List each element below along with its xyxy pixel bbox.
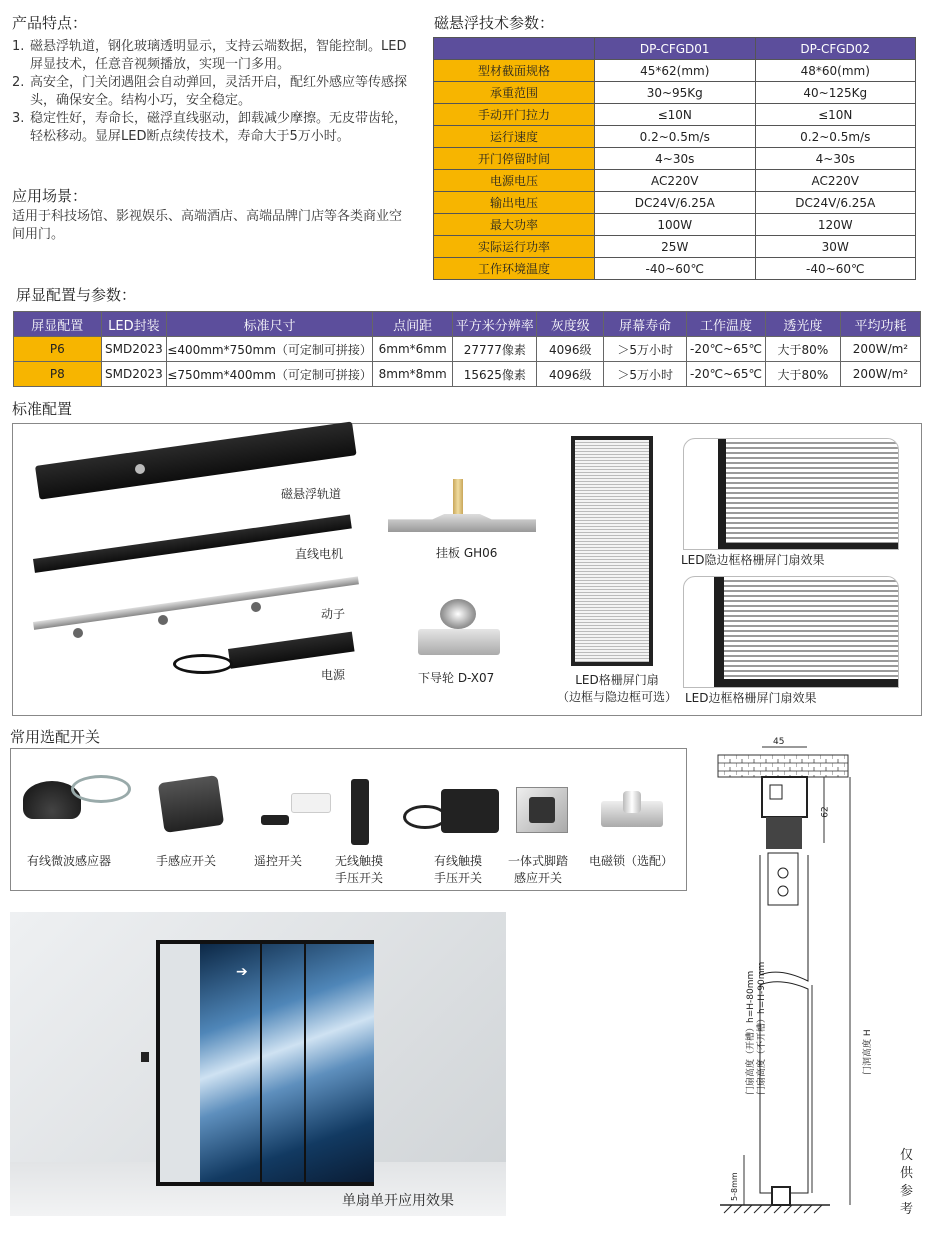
hidden-frame-label: LED隐边框格栅屏门扇效果 xyxy=(681,553,825,567)
table-cell: 4096级 xyxy=(537,337,604,362)
switches-panel xyxy=(10,748,687,891)
param-value: 4~30s xyxy=(755,148,916,170)
table-cell: 15625像素 xyxy=(453,362,537,387)
switch-label: 电磁锁（选配） xyxy=(589,854,674,868)
table-cell: ≤750mm*400mm（可定制可拼接） xyxy=(167,362,373,387)
features-title: 产品特点： xyxy=(12,14,88,32)
column-header: 工作温度 xyxy=(687,312,766,337)
switch-label: 手感应开关 xyxy=(156,854,217,868)
model-header: DP-CFGD01 xyxy=(595,38,756,60)
feature-item: 2. 高安全，门关闭遇阻会自动弹回，灵活开启，配红外感应等传感探头，确保安全。结构小巧，安全稳定。 xyxy=(12,75,408,108)
mover-wheel-icon xyxy=(158,615,168,625)
sensor-cable-icon xyxy=(71,775,131,803)
table-row xyxy=(434,214,916,236)
param-value: ≤10N xyxy=(595,104,756,126)
table-row xyxy=(14,337,921,362)
table-row xyxy=(434,236,916,258)
column-header: 屏幕寿命 xyxy=(604,312,687,337)
param-label: 工作环境温度 xyxy=(434,258,595,280)
param-value: 48*60(mm) xyxy=(755,60,916,82)
section-drawing-svg xyxy=(700,735,925,1235)
table-header-row xyxy=(14,312,921,337)
param-label: 承重范围 xyxy=(434,82,595,104)
param-label: 最大功率 xyxy=(434,214,595,236)
table-cell: SMD2023 xyxy=(101,337,167,362)
table-cell: SMD2023 xyxy=(101,362,167,387)
features-list xyxy=(12,38,407,146)
param-label: 实际运行功率 xyxy=(434,236,595,258)
param-value: 40~125Kg xyxy=(755,82,916,104)
mover-label: 动子 xyxy=(321,607,346,621)
leaf-height-label: 门扇高度（开槽）h=H-80mm 门扇高度（不开槽）h=H-90mm xyxy=(746,961,767,1095)
param-value: 45*62(mm) xyxy=(595,60,756,82)
param-value: DC24V/6.25A xyxy=(755,192,916,214)
wheel-label: 下导轮 D-X07 xyxy=(418,671,495,685)
column-header: 透光度 xyxy=(765,312,840,337)
power-label: 电源 xyxy=(321,668,346,682)
param-value: 25W xyxy=(595,236,756,258)
column-header: LED封装 xyxy=(101,312,167,337)
switch-label: 有线触摸 手压开关 xyxy=(434,854,483,885)
mag-params-table xyxy=(433,37,916,280)
scene-text: 适用于科技场馆、影视娱乐、高端酒店、高端品牌门店等各类商业空间用门。 xyxy=(12,209,403,242)
table-row xyxy=(434,82,916,104)
table-row xyxy=(434,170,916,192)
application-photo xyxy=(10,912,506,1216)
dim-height-label: 62 xyxy=(820,806,831,818)
mover-wheel-icon xyxy=(251,602,261,612)
remote-key-icon xyxy=(261,815,289,825)
led-grid-door-image xyxy=(571,436,653,666)
table-cell: 27777像素 xyxy=(453,337,537,362)
switch-label: 有线微波感应器 xyxy=(27,854,112,868)
guide-wheel-plate-image xyxy=(418,629,500,655)
switch-label: 无线触摸 手压开关 xyxy=(335,854,384,885)
hanger-bolt-icon xyxy=(453,479,463,517)
wireless-touch-switch-image xyxy=(351,779,369,845)
mover-wheel-icon xyxy=(73,628,83,638)
photo-caption: 单扇单开应用效果 xyxy=(342,1193,454,1209)
switches-title: 常用选配开关 xyxy=(10,728,101,746)
table-cell: ≤400mm*750mm（可定制可拼接） xyxy=(167,337,373,362)
foot-sensor-face-icon xyxy=(529,797,555,823)
switch-label: 一体式脚踏 感应开关 xyxy=(508,854,569,885)
param-value: 30W xyxy=(755,236,916,258)
remote-receiver-image xyxy=(291,793,331,813)
led-door-leaf-image xyxy=(200,944,374,1182)
arrow-right-icon: ➔ xyxy=(236,964,248,980)
mag-params-title: 磁悬浮技术参数： xyxy=(434,14,555,32)
table-row xyxy=(434,148,916,170)
wired-touch-switch-image xyxy=(441,789,499,833)
hanger-label: 挂板 GH06 xyxy=(436,546,498,560)
rail-screw-icon xyxy=(135,464,145,474)
param-value: 4~30s xyxy=(595,148,756,170)
touch-cable-icon xyxy=(403,805,447,829)
frame-effect-image xyxy=(683,576,899,688)
table-cell: 6mm*6mm xyxy=(372,337,453,362)
table-row xyxy=(434,192,916,214)
screen-config-title: 屏显配置与参数： xyxy=(16,286,137,304)
door-frame-image xyxy=(156,940,374,1186)
table-cell: 大于80% xyxy=(765,337,840,362)
column-header: 灰度级 xyxy=(537,312,604,337)
param-value: AC220V xyxy=(595,170,756,192)
table-cell: -20℃~65℃ xyxy=(687,362,766,387)
column-header: 标准尺寸 xyxy=(167,312,373,337)
linear-motor-image xyxy=(33,514,352,572)
table-cell: ＞5万小时 xyxy=(604,337,687,362)
feature-item: 3. 稳定性好，寿命长，磁浮直线驱动，卸载减少摩擦。无皮带齿轮，轻松移动。显屏LED断点续传技术，寿命大于5万小时。 xyxy=(12,111,408,144)
param-label: 运行速度 xyxy=(434,126,595,148)
param-value: ≤10N xyxy=(755,104,916,126)
motor-label: 直线电机 xyxy=(295,547,344,561)
scene-title: 应用场景： xyxy=(12,187,88,205)
model-header: DP-CFGD02 xyxy=(755,38,916,60)
screen-config-table xyxy=(13,311,921,387)
opening-height-label: 门洞高度 H xyxy=(863,1029,873,1075)
power-cable-icon xyxy=(173,654,233,674)
standard-title: 标准配置 xyxy=(12,400,73,418)
param-value: -40~60℃ xyxy=(755,258,916,280)
reference-note: 仅供参考 xyxy=(900,1148,914,1217)
table-row xyxy=(434,126,916,148)
column-header: 屏显配置 xyxy=(14,312,102,337)
param-label: 型材截面规格 xyxy=(434,60,595,82)
switch-label: 遥控开关 xyxy=(254,854,303,868)
table-cell: 200W/m² xyxy=(840,337,920,362)
column-header: 点间距 xyxy=(372,312,453,337)
guide-wheel-image xyxy=(440,599,476,629)
hand-sensor-image xyxy=(158,775,224,833)
table-cell: P6 xyxy=(14,337,102,362)
table-cell: 200W/m² xyxy=(840,362,920,387)
frame-label: LED边框格栅屏门扇效果 xyxy=(685,691,817,705)
column-header: 平均功耗 xyxy=(840,312,920,337)
table-cell: 大于80% xyxy=(765,362,840,387)
param-value: -40~60℃ xyxy=(595,258,756,280)
param-value: AC220V xyxy=(755,170,916,192)
table-row xyxy=(434,258,916,280)
hidden-frame-effect-image xyxy=(683,438,899,550)
table-cell: 8mm*8mm xyxy=(372,362,453,387)
mover-image xyxy=(33,576,359,630)
table-row xyxy=(434,104,916,126)
param-label: 开门停留时间 xyxy=(434,148,595,170)
em-lock-bolt-icon xyxy=(623,791,641,813)
param-value: DC24V/6.25A xyxy=(595,192,756,214)
table-row xyxy=(434,60,916,82)
gap-label: 5-8mm xyxy=(730,1172,739,1201)
hanger-plate-image xyxy=(388,514,536,532)
param-value: 0.2~0.5m/s xyxy=(595,126,756,148)
param-label: 输出电压 xyxy=(434,192,595,214)
param-label: 电源电压 xyxy=(434,170,595,192)
param-value: 100W xyxy=(595,214,756,236)
section-drawing xyxy=(700,735,925,1235)
table-cell: P8 xyxy=(14,362,102,387)
table-cell: -20℃~65℃ xyxy=(687,337,766,362)
table-cell: 4096级 xyxy=(537,362,604,387)
feature-item: 1. 磁悬浮轨道，钢化玻璃透明显示，支持云端数据，智能控制。LED屏显技术，任意音视频播放，实现一门多用。 xyxy=(12,39,407,72)
column-header: 平方米分辨率 xyxy=(453,312,537,337)
param-label: 手动开门拉力 xyxy=(434,104,595,126)
grid-door-label: LED格栅屏门扇 （边框与隐边框可选） xyxy=(556,673,677,704)
wall-switch-icon xyxy=(141,1052,149,1062)
param-value: 120W xyxy=(755,214,916,236)
dim-width-label: 45 xyxy=(773,737,785,747)
standard-config-panel xyxy=(12,423,922,716)
param-value: 0.2~0.5m/s xyxy=(755,126,916,148)
power-supply-image xyxy=(228,632,355,669)
table-header-row xyxy=(434,38,916,60)
param-value: 30~95Kg xyxy=(595,82,756,104)
table-row xyxy=(14,362,921,387)
table-cell: ＞5万小时 xyxy=(604,362,687,387)
rail-label: 磁悬浮轨道 xyxy=(281,487,342,501)
